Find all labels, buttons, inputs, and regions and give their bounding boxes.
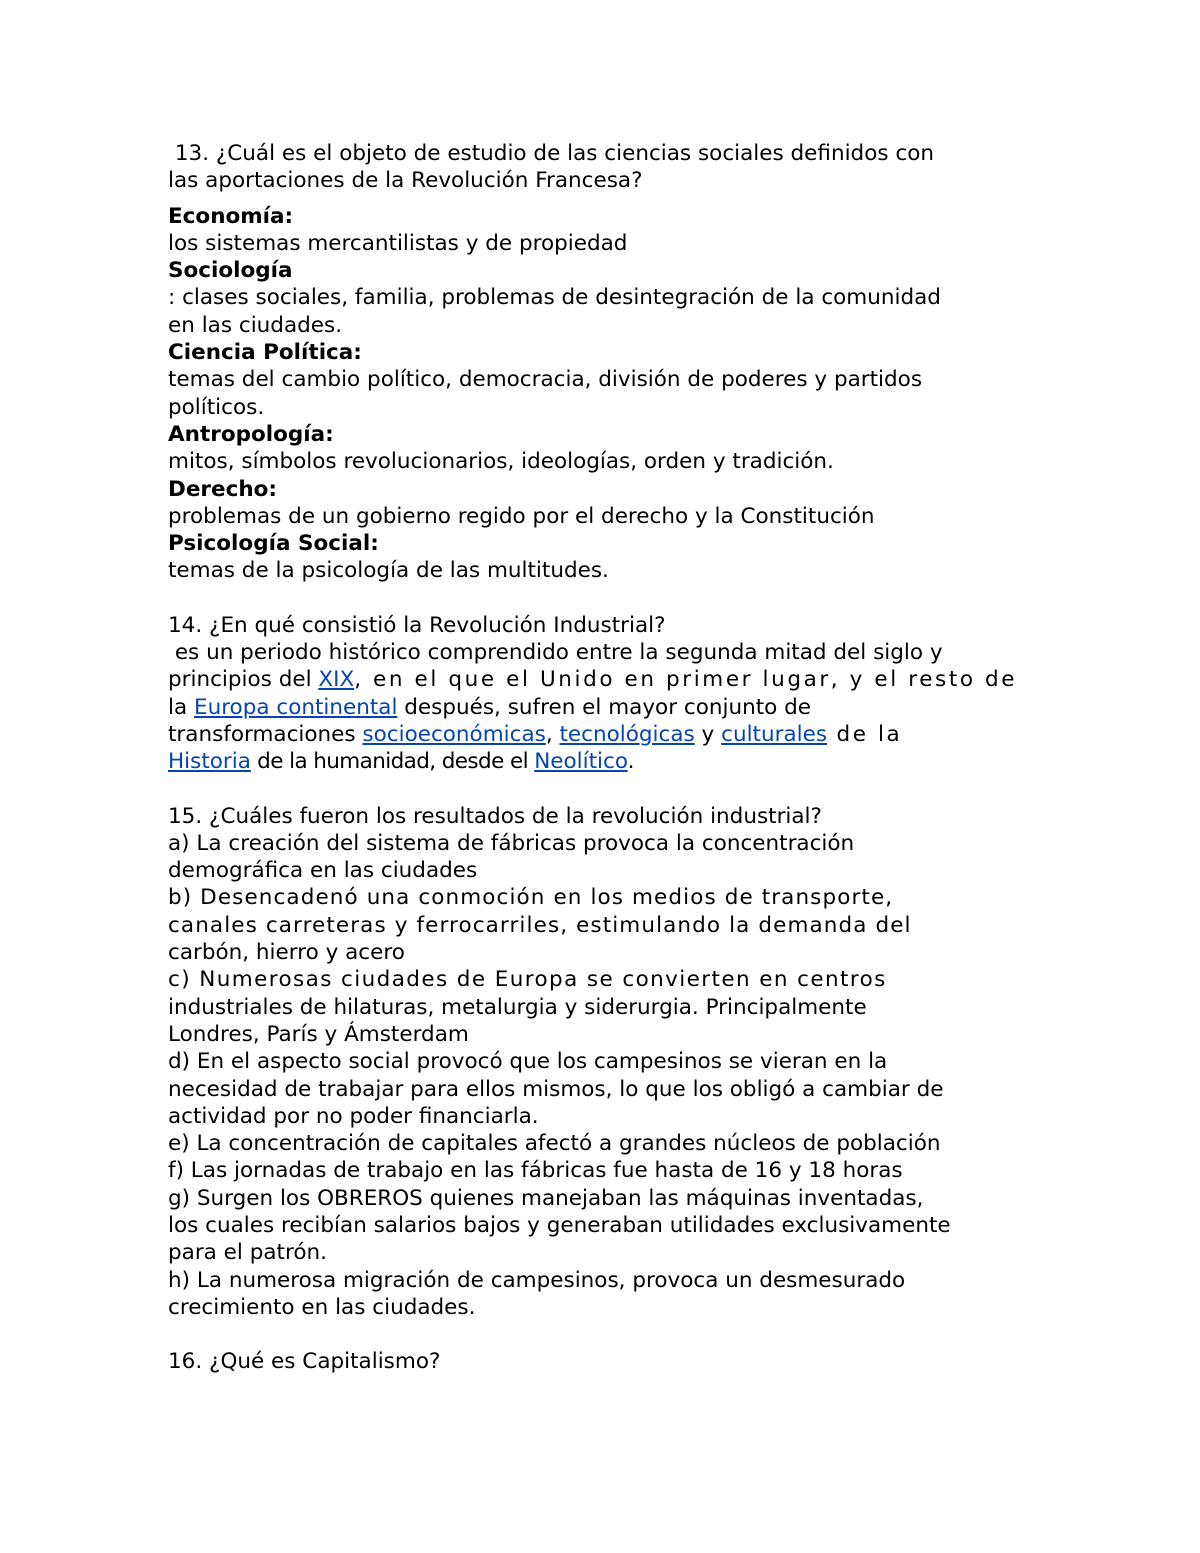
q15-item-c-line1: c) Numerosas ciudades de Europa se convierten en centros [168, 967, 887, 993]
section-heading-ciencia-politica: Ciencia Política: [168, 340, 362, 366]
section-text-ciencia-politica-2: políticos. [168, 394, 265, 420]
q14-question: 14. ¿En qué consistió la Revolución Industrial? [168, 612, 666, 638]
section-text-ciencia-politica-1: temas del cambio político, democracia, división de poderes y partidos [168, 367, 923, 393]
q15-item-g-line2: los cuales recibían salarios bajos y generaban utilidades exclusivamente [168, 1212, 951, 1238]
section-text-sociologia-1: : clases sociales, familia, problemas de desintegración de la comunidad [168, 285, 941, 311]
section-heading-psicologia-social: Psicología Social: [168, 531, 379, 557]
link-historia[interactable]: Historia [168, 749, 251, 775]
section-text-economia: los sistemas mercantilistas y de propiedad [168, 230, 628, 256]
q15-item-a-line2: demográfica en las ciudades [168, 858, 478, 884]
section-text-antropologia: mitos, símbolos revolucionarios, ideologías, orden y tradición. [168, 449, 834, 475]
link-xix[interactable]: XIX [318, 667, 355, 693]
q15-item-d-line3: actividad por no poder financiarla. [168, 1103, 539, 1129]
spacer [168, 776, 1048, 803]
q15-item-b-line1: b) Desencadenó una conmoción en los medios de transporte, [168, 885, 894, 911]
q15-item-f: f) Las jornadas de trabajo en las fábricas fue hasta de 16 y 18 horas [168, 1158, 903, 1184]
q14-answer-line2 [168, 666, 1048, 693]
q15-item-a-line1: a) La creación del sistema de fábricas provoca la concentración [168, 830, 855, 856]
q15-item-c-line2: industriales de hilaturas, metalurgia y siderurgia. Principalmente [168, 994, 867, 1020]
q14-line4-pre: transformaciones [168, 721, 363, 747]
q15-question: 15. ¿Cuáles fueron los resultados de la revolución industrial? [168, 803, 822, 829]
q14-answer-line4 [168, 721, 1048, 748]
q14-answer-line3 [168, 694, 1048, 721]
spacer [168, 1321, 1048, 1348]
q15-item-h-line2: crecimiento en las ciudades. [168, 1294, 476, 1320]
link-neolitico[interactable]: Neolítico [534, 749, 628, 775]
section-heading-antropologia: Antropología: [168, 421, 334, 447]
q13-question-line2: las aportaciones de la Revolución Francesa? [168, 168, 643, 194]
q16-question: 16. ¿Qué es Capitalismo? [168, 1349, 441, 1375]
link-europa-continental[interactable]: Europa continental [193, 694, 398, 720]
q14-line5-end: . [627, 749, 635, 775]
section-heading-economia: Economía: [168, 203, 294, 229]
link-tecnologicas[interactable]: tecnológicas [559, 721, 695, 747]
q14-line5-mid: de la humanidad, desde el [250, 749, 535, 775]
q15-item-c-line3: Londres, París y Ámsterdam [168, 1021, 469, 1047]
q13-question-line1: 13. ¿Cuál es el objeto de estudio de las ciencias sociales definidos con [168, 141, 934, 166]
section-heading-derecho: Derecho: [168, 476, 278, 502]
q14-line4-sep1: , [545, 721, 560, 747]
q14-line4-sep2: y [694, 721, 722, 747]
q14-line2-post: , en el que el Unido en primer lugar, y el resto de [354, 667, 1018, 693]
section-text-sociologia-2: en las ciudades. [168, 312, 343, 338]
q15-item-b-line2: canales carreteras y ferrocarriles, estimulando la demanda del [168, 912, 912, 938]
q15-item-g-line1: g) Surgen los OBREROS quienes manejaban las máquinas inventadas, [168, 1185, 924, 1211]
spacer [168, 585, 1048, 612]
q14-line3-post: después, sufren el mayor conjunto de [397, 694, 811, 720]
q14-line3-pre: la [168, 694, 194, 720]
link-socioeconomicas[interactable]: socioeconómicas [362, 721, 546, 747]
q15-item-d-line2: necesidad de trabajar para ellos mismos, lo que los obligó a cambiar de [168, 1076, 944, 1102]
section-text-derecho: problemas de un gobierno regido por el derecho y la Constitución [168, 503, 875, 529]
q15-item-h-line1: h) La numerosa migración de campesinos, provoca un desmesurado [168, 1267, 906, 1293]
q15-item-d-line1: d) En el aspecto social provocó que los campesinos se vieran en la [168, 1049, 888, 1075]
section-heading-sociologia: Sociología [168, 258, 293, 284]
spacer [168, 195, 1048, 203]
document-page [168, 140, 1048, 1375]
link-culturales[interactable]: culturales [721, 721, 828, 747]
q14-line4-post: de la [827, 721, 903, 747]
q14-answer-line5 [168, 748, 1048, 775]
q15-item-b-line3: carbón, hierro y acero [168, 940, 405, 966]
q15-item-g-line3: para el patrón. [168, 1240, 327, 1266]
q14-line2-pre: principios del [168, 667, 319, 693]
q14-answer-line1: es un periodo histórico comprendido entre la segunda mitad del siglo y [168, 640, 943, 666]
q15-item-e: e) La concentración de capitales afectó a grandes núcleos de población [168, 1131, 941, 1157]
section-text-psicologia-social: temas de la psicología de las multitudes. [168, 558, 609, 584]
